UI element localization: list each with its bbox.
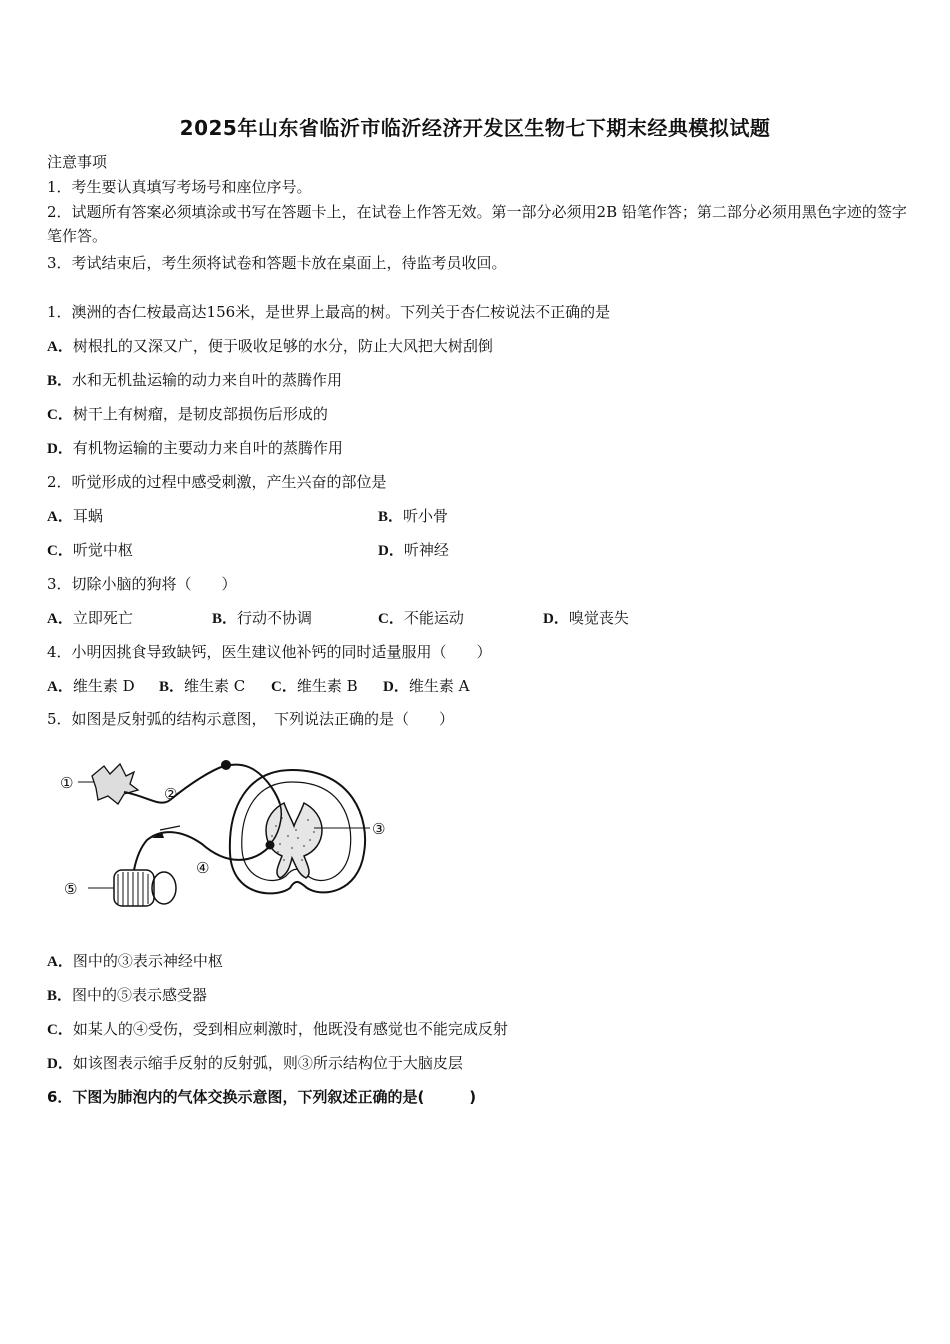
option-b: B．听小骨	[378, 507, 449, 525]
option-b: B．图中的⑤表示感受器	[47, 986, 208, 1004]
option-b: B．维生素 C	[159, 677, 246, 695]
question-stem: 2．听觉形成的过程中感受刺激，产生兴奋的部位是	[47, 473, 387, 491]
question-stem: 4．小明因挑食导致缺钙，医生建议他补钙的同时适量服用（ ）	[47, 643, 492, 661]
figure-label: ③	[372, 820, 386, 838]
notice-heading: 注意事项	[47, 153, 108, 171]
option-d: D．维生素 A	[383, 677, 470, 695]
effector-muscle	[114, 870, 176, 906]
option-a: A．立即死亡	[47, 609, 133, 627]
question-stem: 5．如图是反射弧的结构示意图， 下列说法正确的是（ ）	[47, 710, 455, 728]
option-d: D．嗅觉丧失	[543, 609, 629, 627]
option-d: D．有机物运输的主要动力来自叶的蒸腾作用	[47, 439, 343, 457]
question-stem: 1．澳洲的杏仁桉最高达156米，是世界上最高的树。下列关于杏仁桉说法不正确的是	[47, 303, 611, 321]
page-title: 2025年山东省临沂市临沂经济开发区生物七下期末经典模拟试题	[179, 116, 771, 140]
question-stem: 6．下图为肺泡内的气体交换示意图，下列叙述正确的是( )	[47, 1088, 477, 1106]
figure-label: ⑤	[64, 880, 78, 898]
option-b: B．行动不协调	[212, 609, 313, 627]
question-stem: 3．切除小脑的狗将（ ）	[47, 575, 237, 593]
option-d: D．如该图表示缩手反射的反射弧，则③所示结构位于大脑皮层	[47, 1054, 463, 1072]
option-a: A．树根扎的又深又广，便于吸收足够的水分，防止大风把大树刮倒	[47, 337, 493, 355]
option-a: A．图中的③表示神经中枢	[47, 952, 223, 970]
ganglion-cell-body	[221, 760, 231, 770]
option-c: C．不能运动	[378, 609, 464, 627]
reflex-arc-diagram	[52, 748, 402, 923]
figure-label: ②	[164, 785, 178, 803]
option-c: C．维生素 B	[271, 677, 358, 695]
option-a: A．维生素 D	[47, 677, 135, 695]
grey-matter	[266, 803, 322, 878]
option-c: C．树干上有树瘤，是韧皮部损伤后形成的	[47, 405, 328, 423]
figure-label: ①	[60, 774, 74, 792]
notice-item: 1．考生要认真填写考场号和座位序号。	[47, 178, 312, 196]
notice-item: 2．试题所有答案必须填涂或书写在答题卡上，在试卷上作答无效。第一部分必须用2B 铅笔作答；第二部分必须用黑色字迹的签字笔作答。	[47, 203, 907, 245]
notice-item: 3．考试结束后，考生须将试卷和答题卡放在桌面上，待监考员收回。	[47, 254, 507, 272]
option-b: B．水和无机盐运输的动力来自叶的蒸腾作用	[47, 371, 343, 389]
option-a: A．耳蜗	[47, 507, 103, 525]
receptor-skin	[92, 764, 138, 804]
figure-label: ④	[196, 859, 210, 877]
option-d: D．听神经	[378, 541, 449, 559]
sensory-neuron	[124, 765, 280, 804]
option-c: C．如某人的④受伤，受到相应刺激时，他既没有感觉也不能完成反射	[47, 1020, 508, 1038]
option-c: C．听觉中枢	[47, 541, 133, 559]
